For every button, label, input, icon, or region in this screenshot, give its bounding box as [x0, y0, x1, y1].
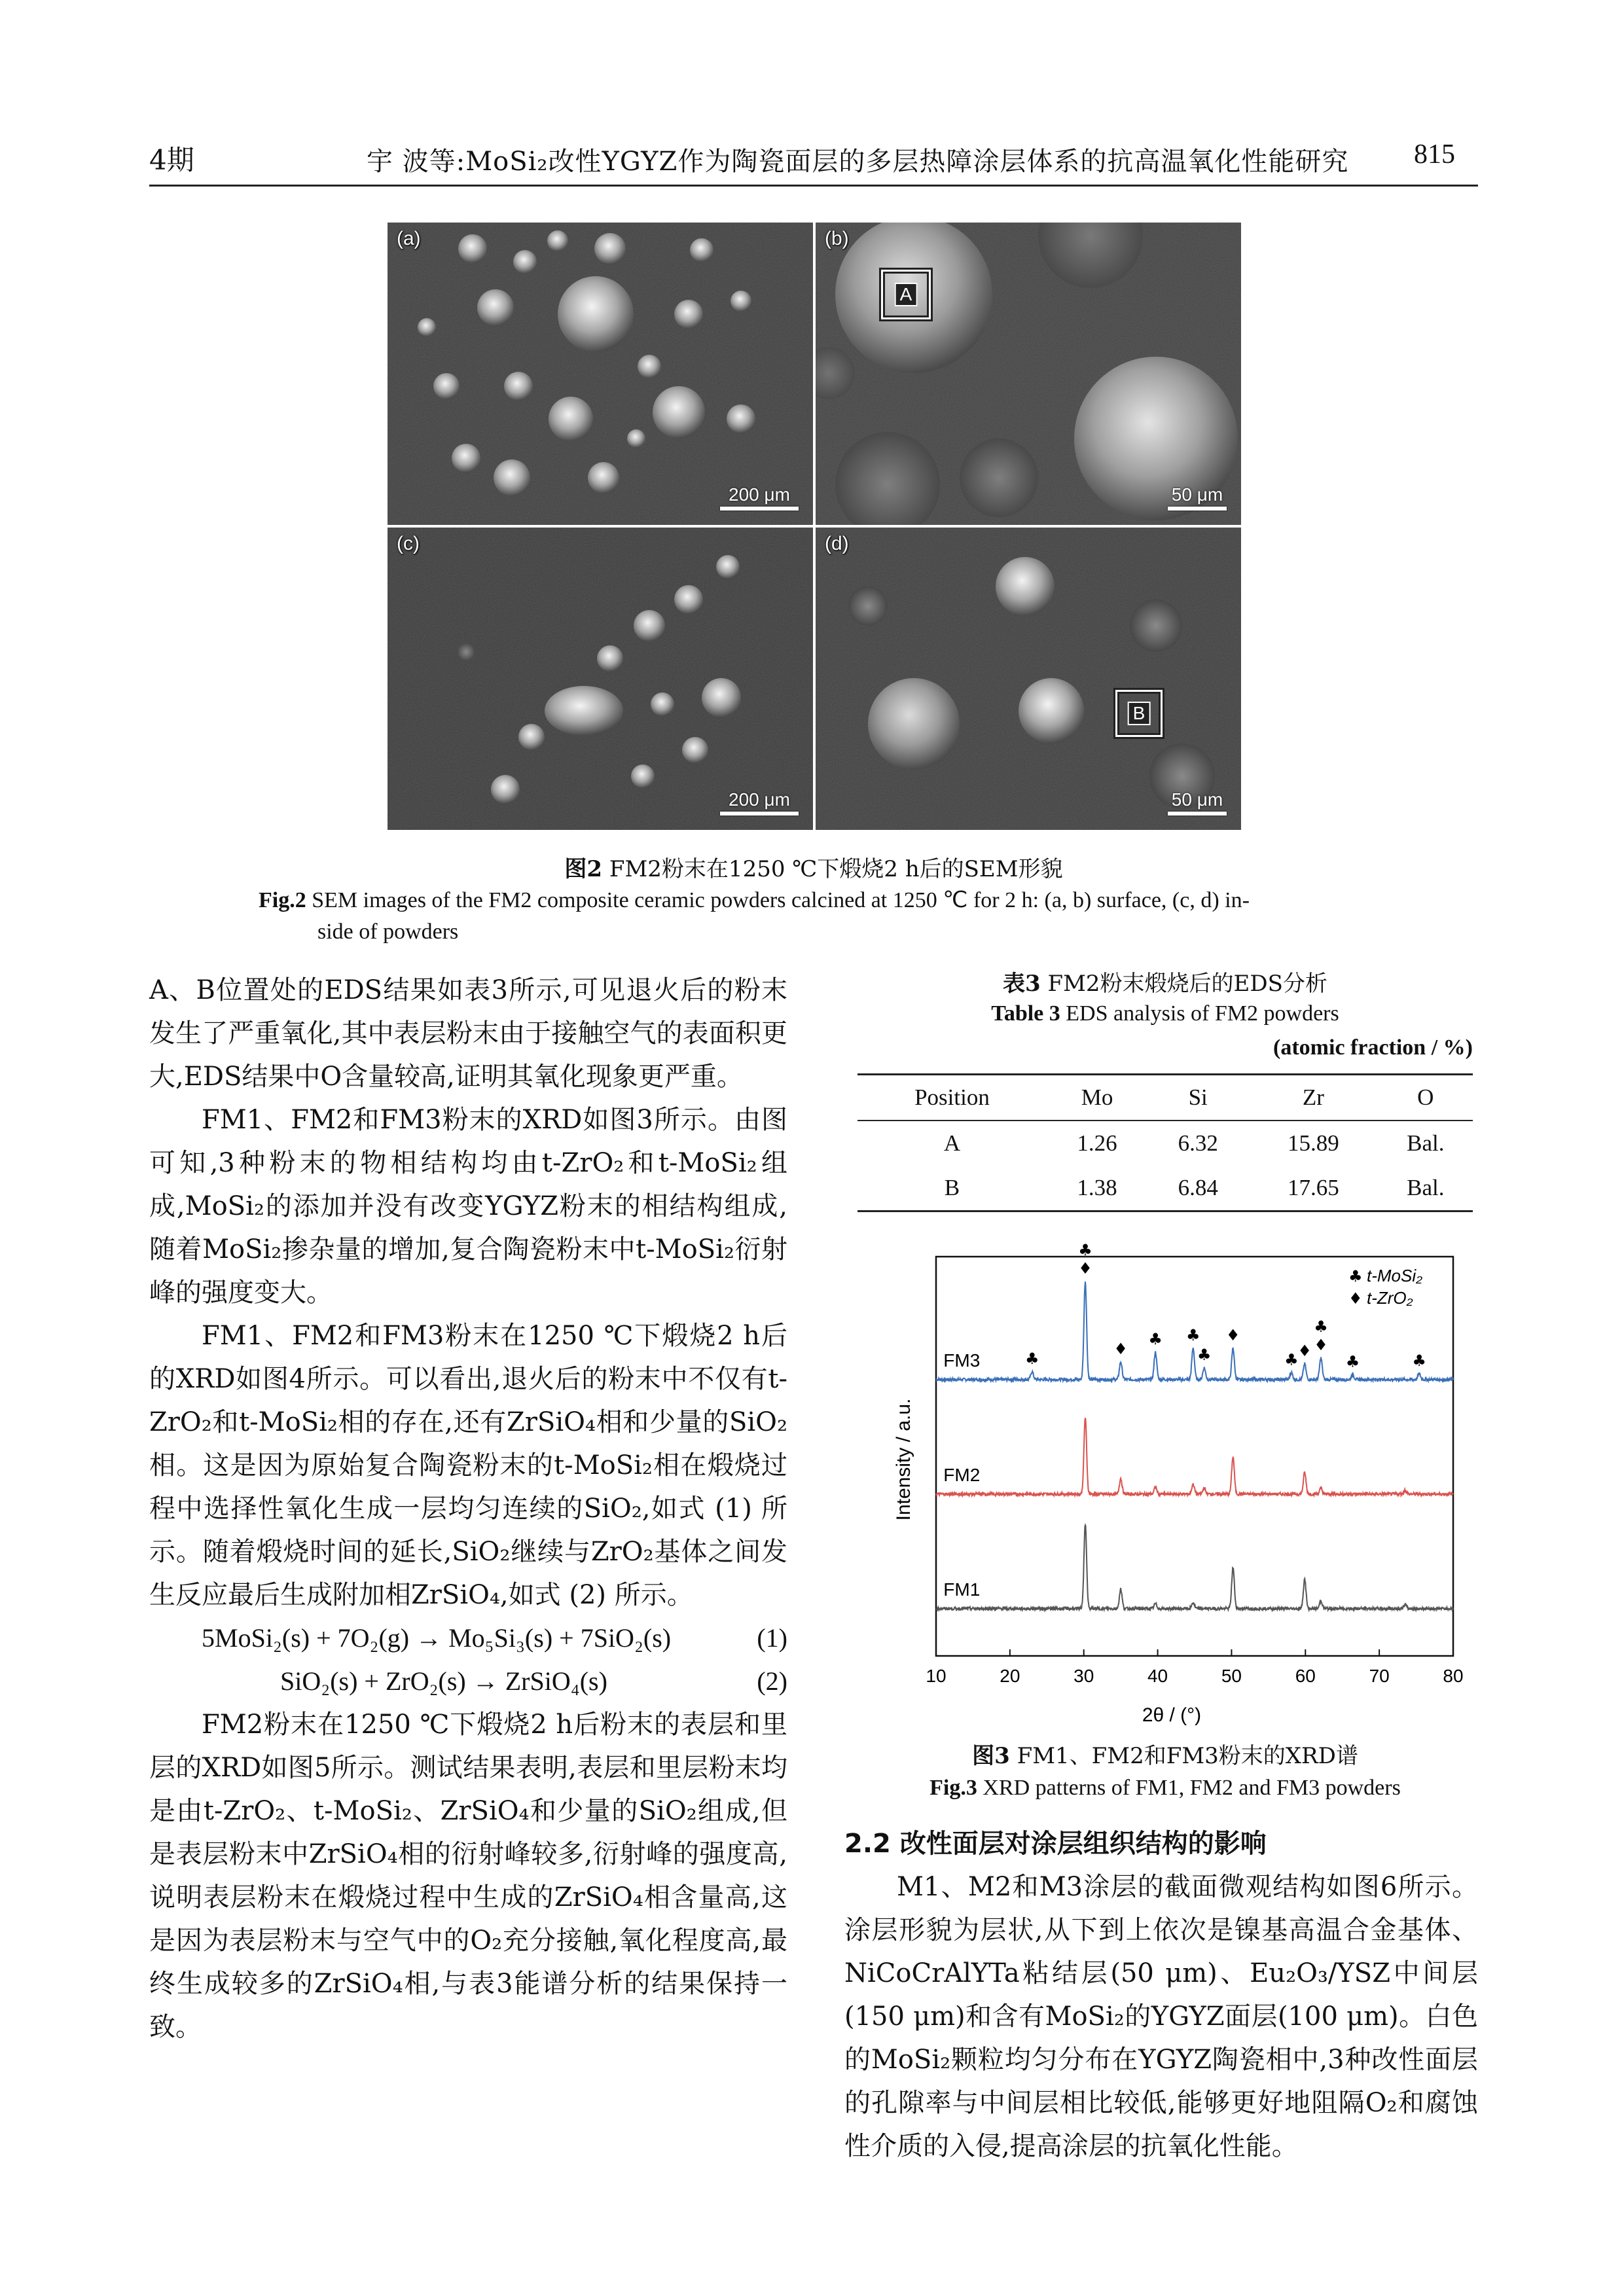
x-tick-label: 50	[1221, 1666, 1242, 1686]
peak-marker: ♣	[1412, 1352, 1426, 1370]
eds-table	[857, 1073, 1473, 1212]
th-o: O	[1379, 1075, 1473, 1121]
fig2-caption-cn-text: FM2粉末在1250 ℃下煅烧2 h后的SEM形貌	[602, 856, 1063, 882]
scale-bar-a	[720, 484, 799, 511]
peak-marker: ♦	[1078, 1259, 1092, 1278]
xrd-chart	[890, 1244, 1466, 1741]
fig3-caption-en-num: Fig.3	[929, 1776, 977, 1800]
scale-bar-b	[1168, 484, 1227, 511]
header-rule	[149, 185, 1478, 187]
table3-caption-en-text: EDS analysis of FM2 powders	[1060, 1001, 1339, 1026]
scale-line-c	[720, 812, 799, 816]
para-eds-results: A、B位置处的EDS结果如表3所示,可见退火后的粉末发生了严重氧化,其中表层粉末由于接触空气的表面积更大,EDS结果中O含量较高,证明其氧化现象更严重。	[149, 975, 787, 1092]
table3	[857, 1073, 1473, 1212]
cell: 1.38	[1047, 1166, 1147, 1211]
th-si: Si	[1147, 1075, 1248, 1121]
cell: A	[943, 1130, 961, 1156]
peak-marker: ♦	[1225, 1326, 1240, 1344]
table-row	[857, 1166, 1473, 1211]
scale-text-d: 50 μm	[1171, 789, 1223, 810]
fig2-caption-en-line2: side of powders	[317, 920, 459, 944]
running-title: 宇 波等:MoSi₂改性YGYZ作为陶瓷面层的多层热障涂层体系的抗高温氧化性能研究	[367, 147, 1349, 177]
x-tick-label: 20	[1000, 1666, 1020, 1686]
series-line-fm1	[936, 1525, 1453, 1610]
sem-image-c	[388, 528, 813, 830]
peak-marker: ♣	[1284, 1350, 1299, 1369]
scale-text-b: 50 μm	[1171, 484, 1223, 505]
panel-label-a: (a)	[397, 228, 421, 249]
plot-frame	[936, 1257, 1453, 1656]
legend-symbol: ♦	[1348, 1289, 1363, 1308]
th-zr: Zr	[1248, 1075, 1378, 1121]
x-tick-label: 10	[926, 1666, 947, 1686]
x-tick-label: 30	[1074, 1666, 1094, 1686]
peak-marker: ♣	[1185, 1326, 1200, 1344]
fig3-caption-en-text: XRD patterns of FM1, FM2 and FM3 powders	[977, 1776, 1401, 1800]
table3-caption-cn-num: 表3	[1003, 971, 1041, 997]
scale-text-a: 200 μm	[729, 484, 790, 505]
legend-symbol: ♣	[1348, 1267, 1363, 1285]
equation-2-body: SiO₂(s) + ZrO₂(s) → ZrSiO₄(s)	[280, 1666, 607, 1696]
x-tick-label: 40	[1147, 1666, 1168, 1686]
fig3-caption-en	[857, 1772, 1473, 1804]
roi-label-b: B	[1128, 702, 1151, 725]
table3-caption-cn	[857, 965, 1473, 997]
fig2-caption-en-line1: SEM images of the FM2 composite ceramic powders calcined at 1250 ℃ for 2 h: (a, b) surface, (c, d) in-	[306, 888, 1250, 912]
th-mo: Mo	[1047, 1075, 1147, 1121]
cell: 17.65	[1248, 1166, 1378, 1211]
cell: 6.32	[1178, 1130, 1218, 1156]
table3-caption-en	[857, 998, 1473, 1030]
sem-image-a	[388, 223, 813, 525]
fig3-caption-cn	[857, 1738, 1473, 1770]
th-position: Position	[857, 1075, 1047, 1121]
x-tick-label: 60	[1295, 1666, 1316, 1686]
fig2-caption-cn	[149, 851, 1478, 883]
scale-line-b	[1168, 507, 1227, 511]
scale-text-c: 200 μm	[729, 789, 790, 810]
cell: 1.26	[1077, 1130, 1117, 1156]
sem-panel-a	[388, 223, 813, 525]
section-heading: 2.2 改性面层对涂层组织结构的影响	[844, 1829, 1267, 1859]
sem-panel-b	[816, 223, 1241, 525]
cell: Bal.	[1379, 1166, 1473, 1211]
fig2-caption-cn-num: 图2	[564, 856, 603, 882]
peak-marker: ♣	[1314, 1318, 1328, 1336]
panel-label-b: (b)	[825, 228, 849, 249]
issue-number: 4期	[149, 144, 194, 176]
left-column	[149, 969, 787, 2049]
series-line-fm2	[936, 1418, 1453, 1496]
table-row	[857, 1121, 1473, 1166]
peak-marker: ♣	[1024, 1350, 1039, 1368]
equation-2-number: (2)	[757, 1666, 787, 1696]
scale-bar-c	[720, 789, 799, 816]
cell: 15.89	[1288, 1130, 1339, 1156]
legend	[1348, 1266, 1422, 1308]
sem-figure	[388, 223, 1241, 830]
right-column-text	[844, 1865, 1478, 2168]
x-tick-label: 70	[1369, 1666, 1390, 1686]
cell: 6.84	[1147, 1166, 1248, 1211]
para-xrd-fig5: FM2粉末在1250 ℃下煅烧2 h后粉末的表层和里层的XRD如图5所示。测试结果表明,表层和里层粉末均是由t-ZrO₂、t-MoSi₂、ZrSiO₄和少量的SiO₂组成,但是表层粉末中ZrSiO₄相的衍射峰较多,衍射峰的强度高,说明表层粉末在煅烧过程中生成的ZrSiO₄相含量高,这是因为表层粉末与空气中的O₂充分接触,氧化程度高,最终生成较多的ZrSiO₄相,与表3能谱分析的结果保持一致。	[149, 1710, 787, 2042]
fig2-caption-en-num: Fig.2	[259, 888, 306, 912]
table3-caption-en-num: Table 3	[991, 1001, 1060, 1026]
peak-annotations	[1025, 1244, 1426, 1371]
series-label-fm3: FM3	[943, 1350, 981, 1371]
peak-marker: ♣	[1148, 1330, 1163, 1348]
equation-1	[149, 1617, 787, 1660]
peak-marker: ♣	[1197, 1346, 1212, 1364]
scale-bar-d	[1168, 789, 1227, 816]
peak-marker: ♣	[1078, 1244, 1092, 1259]
para-xrd-fig3: FM1、FM2和FM3粉末的XRD如图3所示。由图可知,3种粉末的物相结构均由t-ZrO₂和t-MoSi₂组成,MoSi₂的添加并没有改变YGYZ粉末的相结构组成,随着MoSi₂掺杂量的增加,复合陶瓷粉末中t-MoSi₂衍射峰的强度变大。	[149, 1105, 787, 1308]
fig3-caption-cn-text: FM1、FM2和FM3粉末的XRD谱	[1009, 1743, 1358, 1769]
peak-marker: ♣	[1345, 1352, 1360, 1371]
equation-1-number: (1)	[757, 1623, 787, 1653]
roi-box-a	[881, 270, 931, 319]
sem-image-d	[816, 528, 1241, 830]
table3-unit: (atomic fraction / %)	[1273, 1035, 1473, 1060]
peak-marker: ♦	[1314, 1336, 1328, 1354]
legend-label: t-MoSi₂	[1367, 1266, 1423, 1285]
para-cross-section: M1、M2和M3涂层的截面微观结构如图6所示。涂层形貌为层状,从下到上依次是镍基高温合金基体、NiCoCrAlYTa粘结层(50 μm)、Eu₂O₃/YSZ中间层(150 μm)和含有MoSi₂的YGYZ面层(100 μm)。白色的MoSi₂颗粒均匀分布在YGYZ陶瓷相中,3种改性面层的孔隙率与中间层相比较低,能够更好地阻隔O₂和腐蚀性介质的入侵,提高涂层的抗氧化性能。	[844, 1872, 1478, 2161]
roi-label-a: A	[895, 283, 918, 306]
cell: Bal.	[1407, 1130, 1445, 1156]
sem-panel-d	[816, 528, 1241, 830]
scale-line-a	[720, 507, 799, 511]
series-label-fm1: FM1	[943, 1579, 981, 1600]
panel-label-c: (c)	[397, 533, 420, 554]
scale-line-d	[1168, 812, 1227, 816]
fig3-caption-cn-num: 图3	[972, 1743, 1010, 1769]
cell: B	[857, 1166, 1047, 1211]
table3-caption-cn-text: FM2粉末煅烧后的EDS分析	[1040, 971, 1327, 997]
x-tick-label: 80	[1443, 1666, 1464, 1686]
equation-2	[149, 1660, 787, 1703]
x-ticks	[926, 1649, 1463, 1686]
equation-1-body: 5MoSi₂(s) + 7O₂(g) → Mo₅Si₃(s) + 7SiO₂(s)	[202, 1623, 672, 1653]
panel-label-d: (d)	[825, 533, 849, 554]
series-label-fm2: FM2	[943, 1465, 981, 1485]
roi-box-b	[1115, 690, 1163, 737]
legend-label: t-ZrO₂	[1367, 1288, 1413, 1308]
para-xrd-fig4: FM1、FM2和FM3粉末在1250 ℃下煅烧2 h后的XRD如图4所示。可以看出,退火后的粉末中不仅有t-ZrO₂和t-MoSi₂相的存在,还有ZrSiO₄相和少量的SiO₂相。这是因为原始复合陶瓷粉末的t-MoSi₂相在煅烧过程中选择性氧化生成一层均匀连续的SiO₂,如式 (1) 所示。随着煅烧时间的延长,SiO₂继续与ZrO₂基体之间发生反应最后生成附加相ZrSiO₄,如式 (2) 所示。	[149, 1321, 787, 1610]
y-axis-label: Intensity / a.u.	[893, 1398, 914, 1521]
fig2-caption-en	[259, 885, 1384, 948]
peak-marker: ♦	[1297, 1342, 1312, 1360]
peak-marker: ♦	[1113, 1340, 1128, 1358]
sem-panel-c	[388, 528, 813, 830]
table-header-row	[857, 1075, 1473, 1121]
page-number: 815	[1414, 139, 1455, 170]
x-axis-label: 2θ / (°)	[1142, 1704, 1202, 1726]
sem-image-b	[816, 223, 1241, 525]
